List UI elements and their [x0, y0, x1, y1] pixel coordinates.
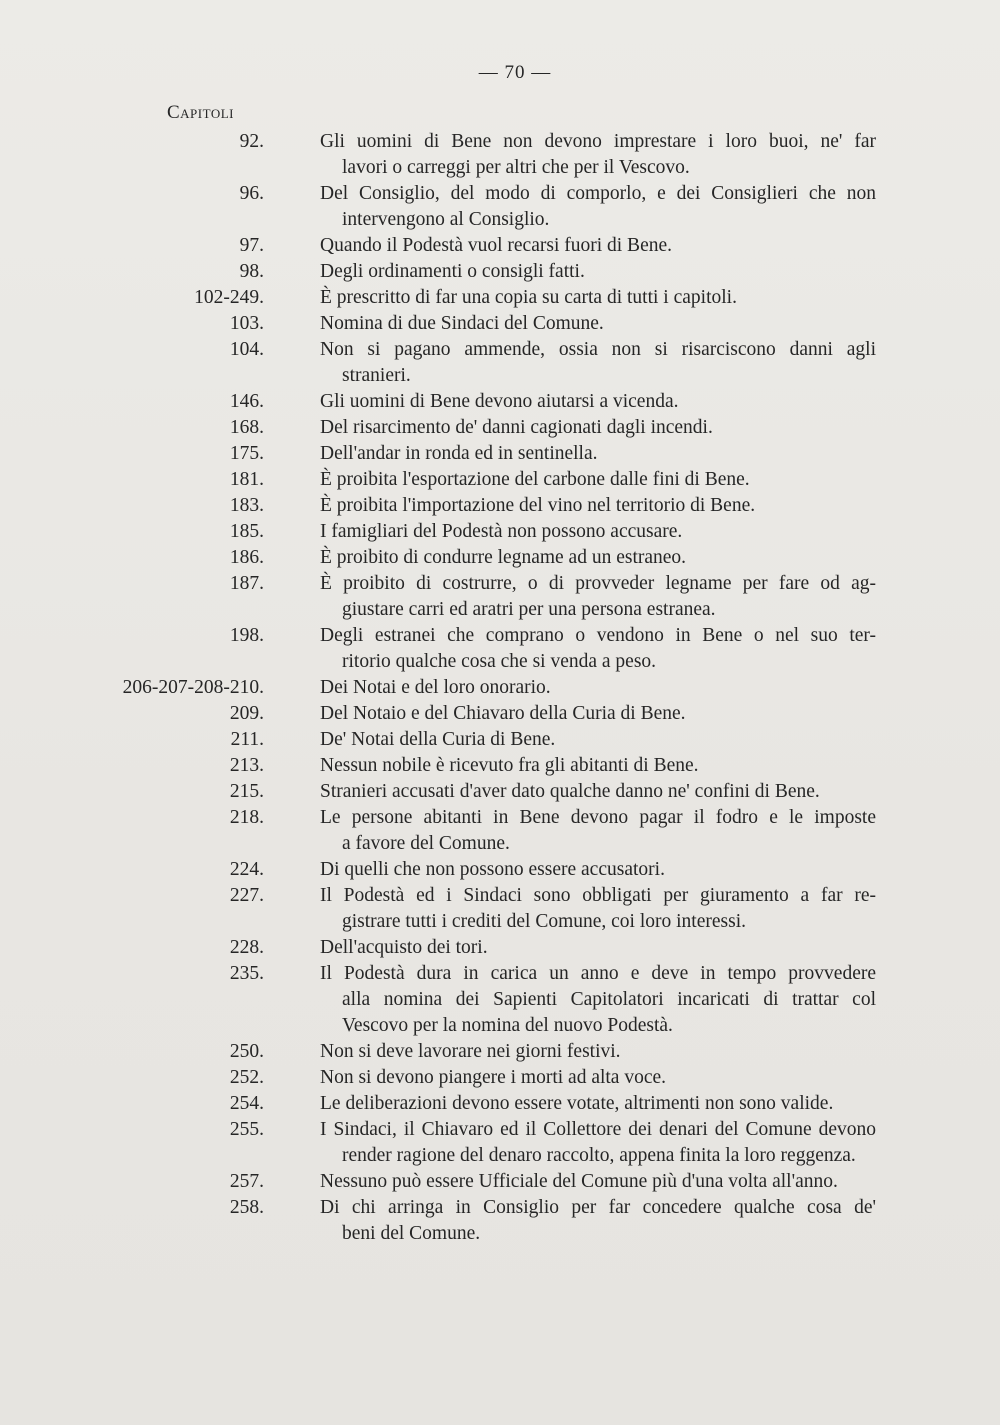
index-entry — [0, 415, 1000, 441]
page-number: — 70 — — [478, 62, 552, 83]
description-line: Gli uomini di Bene non devono imprestare i loro buoi, ne' far — [320, 131, 876, 152]
index-entry — [0, 233, 1000, 259]
description-line: È proibita l'importazione del vino nel territorio di Bene. — [320, 495, 756, 516]
chapter-number: 146. — [229, 391, 264, 412]
description-line: Le persone abitanti in Bene devono pagar il fodro e le imposte — [320, 807, 876, 828]
chapter-description — [320, 519, 876, 545]
chapter-description — [320, 857, 876, 883]
index-entry — [0, 753, 1000, 779]
index-entry — [0, 883, 1000, 935]
description-line: stranieri. — [342, 365, 411, 386]
chapter-description — [320, 935, 876, 961]
chapter-number: 92. — [239, 131, 264, 152]
chapter-number: 257. — [229, 1171, 264, 1192]
chapter-description — [320, 285, 876, 311]
chapter-number: 228. — [229, 937, 264, 958]
description-line: lavori o carreggi per altri che per il Vescovo. — [342, 157, 690, 178]
chapter-description — [320, 311, 876, 337]
chapter-number: 206-207-208-210. — [122, 677, 264, 698]
chapter-number: 227. — [229, 885, 264, 906]
index-entry — [0, 1039, 1000, 1065]
index-entry — [0, 727, 1000, 753]
chapter-description — [320, 961, 876, 1039]
chapter-description — [320, 545, 876, 571]
index-entry — [0, 129, 1000, 181]
description-line: beni del Comune. — [342, 1223, 481, 1244]
chapter-number: 235. — [229, 963, 264, 984]
description-line: Degli ordinamenti o consigli fatti. — [320, 261, 585, 282]
chapter-description — [320, 1195, 876, 1247]
index-entry — [0, 519, 1000, 545]
chapter-description — [320, 259, 876, 285]
index-entry — [0, 389, 1000, 415]
chapter-number: 250. — [229, 1041, 264, 1062]
chapter-description — [320, 883, 876, 935]
chapter-number: 254. — [229, 1093, 264, 1114]
index-entry — [0, 1117, 1000, 1169]
description-line: Dell'acquisto dei tori. — [320, 937, 488, 958]
section-label: Capitoli — [167, 102, 234, 123]
description-line: Del Consiglio, del modo di comporlo, e dei Consiglieri che non — [320, 183, 876, 204]
chapter-description — [320, 1169, 876, 1195]
description-line: Le deliberazioni devono essere votate, altrimenti non sono valide. — [320, 1093, 834, 1114]
description-line: Di quelli che non possono essere accusatori. — [320, 859, 665, 880]
chapter-description — [320, 181, 876, 233]
chapter-number: 181. — [229, 469, 264, 490]
chapter-description — [320, 389, 876, 415]
chapter-description — [320, 441, 876, 467]
index-entry — [0, 1195, 1000, 1247]
index-entry — [0, 571, 1000, 623]
description-line: a favore del Comune. — [342, 833, 510, 854]
description-line: Dell'andar in ronda ed in sentinella. — [320, 443, 598, 464]
chapter-number: 168. — [229, 417, 264, 438]
chapter-description — [320, 727, 876, 753]
description-line: Del risarcimento de' danni cagionati dagli incendi. — [320, 417, 713, 438]
chapter-description — [320, 1065, 876, 1091]
description-line: gistrare tutti i crediti del Comune, coi loro interessi. — [342, 911, 746, 932]
chapter-description — [320, 415, 876, 441]
chapter-description — [320, 233, 876, 259]
description-line: Nessun nobile è ricevuto fra gli abitanti di Bene. — [320, 755, 699, 776]
chapter-number: 252. — [229, 1067, 264, 1088]
chapter-number: 209. — [229, 703, 264, 724]
description-line: alla nomina dei Sapienti Capitolatori incaricati di trattar col — [342, 989, 876, 1010]
chapter-number: 211. — [230, 729, 264, 750]
description-line: De' Notai della Curia di Bene. — [320, 729, 556, 750]
description-line: Di chi arringa in Consiglio per far concedere qualche cosa de' — [320, 1197, 876, 1218]
description-line: intervengono al Consiglio. — [342, 209, 550, 230]
description-line: render ragione del denaro raccolto, appena finita la loro reggenza. — [342, 1145, 856, 1166]
chapter-number: 255. — [229, 1119, 264, 1140]
index-entry — [0, 285, 1000, 311]
chapter-number: 97. — [239, 235, 264, 256]
index-entry — [0, 1065, 1000, 1091]
chapter-description — [320, 701, 876, 727]
index-entry — [0, 1169, 1000, 1195]
description-line: È proibita l'esportazione del carbone dalle fini di Bene. — [320, 469, 750, 490]
index-entry — [0, 675, 1000, 701]
description-line: giustare carri ed aratri per una persona estranea. — [342, 599, 716, 620]
description-line: È proibito di condurre legname ad un estraneo. — [320, 547, 687, 568]
chapter-number: 258. — [229, 1197, 264, 1218]
description-line: Non si devono piangere i morti ad alta voce. — [320, 1067, 667, 1088]
description-line: Gli uomini di Bene devono aiutarsi a vicenda. — [320, 391, 679, 412]
description-line: Vescovo per la nomina del nuovo Podestà. — [342, 1015, 673, 1036]
index-entry — [0, 467, 1000, 493]
index-entry — [0, 1091, 1000, 1117]
index-entry — [0, 701, 1000, 727]
chapter-number: 102-249. — [194, 287, 264, 308]
description-line: È proibito di costrurre, o di provveder legname per fare od ag- — [320, 573, 876, 594]
description-line: Il Podestà dura in carica un anno e deve in tempo provvedere — [320, 963, 876, 984]
chapter-description — [320, 337, 876, 389]
description-line: Nomina di due Sindaci del Comune. — [320, 313, 604, 334]
chapter-number: 175. — [229, 443, 264, 464]
chapter-description — [320, 1117, 876, 1169]
chapter-description — [320, 779, 876, 805]
chapter-description — [320, 493, 876, 519]
chapter-number: 104. — [229, 339, 264, 360]
index-entry — [0, 259, 1000, 285]
chapter-description — [320, 753, 876, 779]
chapter-number: 198. — [229, 625, 264, 646]
description-line: Quando il Podestà vuol recarsi fuori di Bene. — [320, 235, 672, 256]
chapter-number: 215. — [229, 781, 264, 802]
chapter-number: 186. — [229, 547, 264, 568]
chapter-number: 218. — [229, 807, 264, 828]
chapter-number: 183. — [229, 495, 264, 516]
chapter-description — [320, 467, 876, 493]
chapter-number: 187. — [229, 573, 264, 594]
chapter-description — [320, 571, 876, 623]
index-entry — [0, 545, 1000, 571]
index-entry — [0, 311, 1000, 337]
chapter-number: 213. — [229, 755, 264, 776]
description-line: Stranieri accusati d'aver dato qualche danno ne' confini di Bene. — [320, 781, 820, 802]
description-line: Non si deve lavorare nei giorni festivi. — [320, 1041, 621, 1062]
description-line: Nessuno può essere Ufficiale del Comune più d'una volta all'anno. — [320, 1171, 838, 1192]
description-line: Del Notaio e del Chiavaro della Curia di Bene. — [320, 703, 686, 724]
chapter-description — [320, 1091, 876, 1117]
index-entry — [0, 623, 1000, 675]
index-entry — [0, 779, 1000, 805]
index-entry — [0, 857, 1000, 883]
index-entry — [0, 935, 1000, 961]
index-entry — [0, 181, 1000, 233]
chapter-description — [320, 1039, 876, 1065]
index-entry — [0, 441, 1000, 467]
description-line: I Sindaci, il Chiavaro ed il Collettore dei denari del Comune devono — [320, 1119, 876, 1140]
index-entry — [0, 805, 1000, 857]
description-line: Dei Notai e del loro onorario. — [320, 677, 551, 698]
chapter-number: 103. — [229, 313, 264, 334]
index-entry — [0, 961, 1000, 1039]
description-line: Degli estranei che comprano o vendono in Bene o nel suo ter- — [320, 625, 876, 646]
description-line: È prescritto di far una copia su carta di tutti i capitoli. — [320, 287, 737, 308]
chapter-number: 224. — [229, 859, 264, 880]
chapter-description — [320, 129, 876, 181]
chapter-description — [320, 623, 876, 675]
description-line: I famigliari del Podestà non possono accusare. — [320, 521, 683, 542]
description-line: Non si pagano ammende, ossia non si risarciscono danni agli — [320, 339, 876, 360]
index-entry — [0, 493, 1000, 519]
chapter-description — [320, 805, 876, 857]
description-line: Il Podestà ed i Sindaci sono obbligati per giuramento a far re- — [320, 885, 876, 906]
index-list — [0, 129, 1000, 1247]
chapter-number: 96. — [239, 183, 264, 204]
chapter-number: 185. — [229, 521, 264, 542]
chapter-description — [320, 675, 876, 701]
chapter-number: 98. — [239, 261, 264, 282]
description-line: ritorio qualche cosa che si venda a peso. — [342, 651, 657, 672]
index-entry — [0, 337, 1000, 389]
